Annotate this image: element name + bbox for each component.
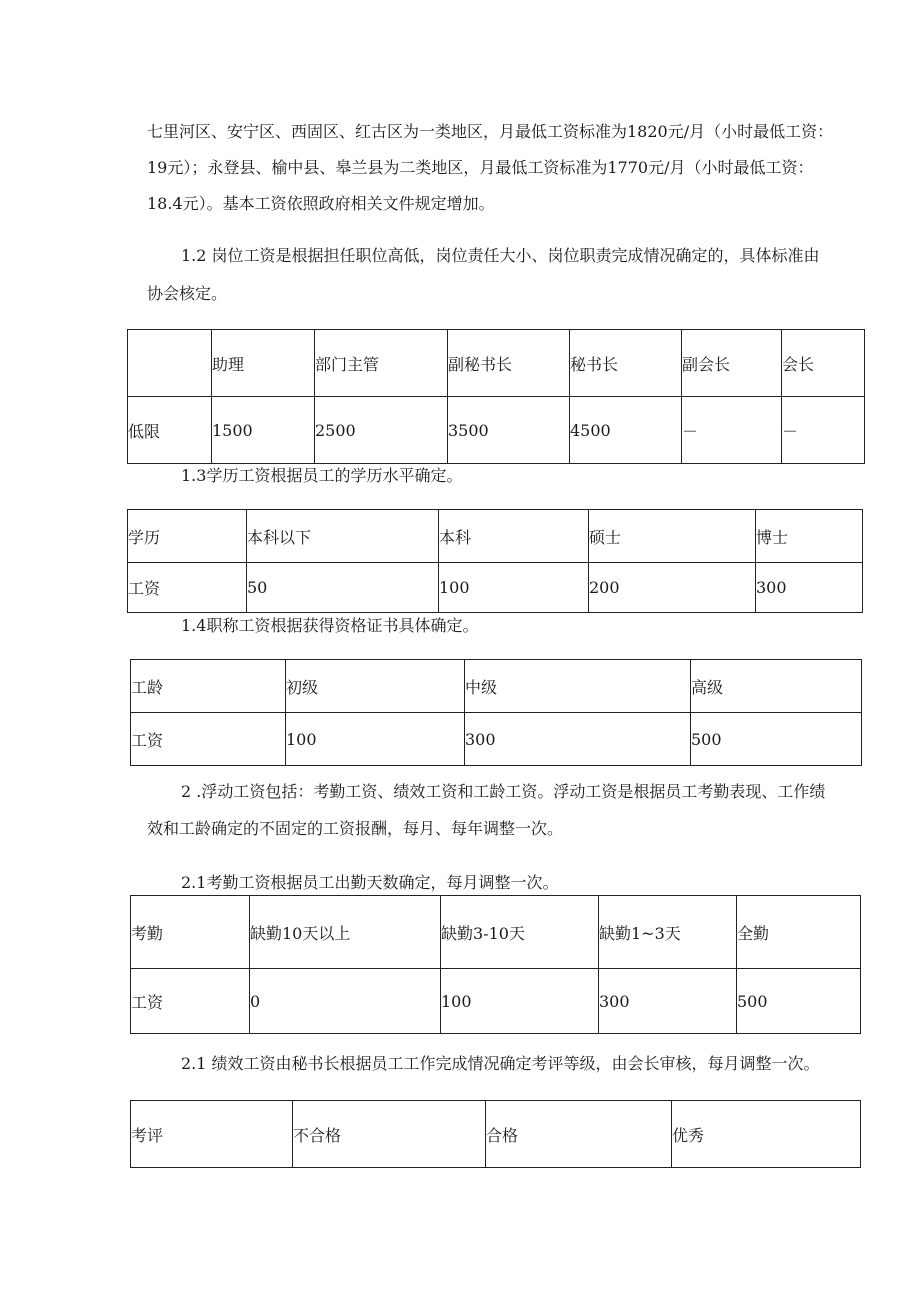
table-cell: 1500 [212, 397, 315, 464]
table-header-row [131, 1101, 861, 1168]
table-row [128, 397, 865, 464]
table-cell: 本科 [439, 510, 589, 563]
title-salary-table [130, 659, 862, 766]
paragraph-line: 1.4职称工资根据获得资格证书具体确定。 [181, 616, 479, 635]
table-cell: 3500 [448, 397, 570, 464]
paragraph-line: 19元）；永登县、榆中县、皋兰县为二类地区，月最低工资标准为1770元/月（小时最低工资： [147, 158, 814, 177]
paragraph-line: 协会核定。 [147, 284, 228, 303]
table-cell: 副秘书长 [448, 330, 570, 397]
table-cell: 100 [441, 969, 599, 1034]
education-salary-table [127, 509, 863, 613]
table-cell: 缺勤10天以上 [250, 896, 441, 969]
table-cell: 200 [589, 563, 756, 613]
table-cell: 0 [250, 969, 441, 1034]
table-cell [128, 330, 212, 397]
paragraph-line: 1.3学历工资根据员工的学历水平确定。 [181, 466, 463, 485]
evaluation-salary-table [130, 1100, 861, 1168]
table-header-row [131, 660, 862, 713]
table-cell: 缺勤1~3天 [599, 896, 737, 969]
table-cell: 考勤 [131, 896, 250, 969]
table-header-row [128, 330, 865, 397]
table-cell: 工资 [131, 969, 250, 1034]
table-cell: － [782, 397, 865, 464]
paragraph-line: 效和工龄确定的不固定的工资报酬，每月、每年调整一次。 [147, 819, 564, 838]
table-row [128, 563, 863, 613]
table-cell: 本科以下 [247, 510, 439, 563]
position-salary-table [127, 329, 865, 464]
paragraph-line: 18.4元）。基本工资依照政府相关文件规定增加。 [147, 194, 495, 213]
table-header-row [128, 510, 863, 563]
table-cell: 学历 [128, 510, 247, 563]
table-cell: 初级 [286, 660, 465, 713]
table-row [131, 969, 861, 1034]
table-cell: 会长 [782, 330, 865, 397]
paragraph-line: 2.1 绩效工资由秘书长根据员工工作完成情况确定考评等级，由会长审核，每月调整一次。 [181, 1054, 820, 1073]
table-cell: 不合格 [293, 1101, 486, 1168]
table-cell: 部门主管 [315, 330, 448, 397]
table-cell: 500 [737, 969, 861, 1034]
table-row [131, 713, 862, 766]
paragraph-line: 1.2 岗位工资是根据担任职位高低，岗位责任大小、岗位职责完成情况确定的，具体标准由 [181, 246, 820, 265]
table-cell: 考评 [131, 1101, 293, 1168]
table-cell: 秘书长 [570, 330, 682, 397]
table-cell: 300 [465, 713, 691, 766]
table-cell: 300 [756, 563, 863, 613]
table-cell: 100 [439, 563, 589, 613]
paragraph-line: 七里河区、安宁区、西固区、红古区为一类地区，月最低工资标准为1820元/月（小时最低工资： [147, 122, 834, 141]
table-cell: 工资 [131, 713, 286, 766]
table-cell: 副会长 [682, 330, 782, 397]
table-cell: 助理 [212, 330, 315, 397]
table-cell: 全勤 [737, 896, 861, 969]
table-cell: 优秀 [672, 1101, 861, 1168]
table-cell: 工龄 [131, 660, 286, 713]
table-cell: 50 [247, 563, 439, 613]
table-cell: 100 [286, 713, 465, 766]
table-cell: 低限 [128, 397, 212, 464]
paragraph-line: 2.1考勤工资根据员工出勤天数确定，每月调整一次。 [181, 873, 559, 892]
table-cell: 工资 [128, 563, 247, 613]
table-cell: 2500 [315, 397, 448, 464]
paragraph-line: 2 .浮动工资包括：考勤工资、绩效工资和工龄工资。浮动工资是根据员工考勤表现、工作绩 [181, 782, 826, 801]
table-cell: 4500 [570, 397, 682, 464]
attendance-salary-table [130, 895, 861, 1034]
table-cell: 合格 [486, 1101, 672, 1168]
table-header-row [131, 896, 861, 969]
table-cell: 博士 [756, 510, 863, 563]
table-cell: 高级 [691, 660, 862, 713]
table-cell: 缺勤3-10天 [441, 896, 599, 969]
table-cell: 500 [691, 713, 862, 766]
table-cell: 中级 [465, 660, 691, 713]
table-cell: 300 [599, 969, 737, 1034]
table-cell: － [682, 397, 782, 464]
table-cell: 硕士 [589, 510, 756, 563]
